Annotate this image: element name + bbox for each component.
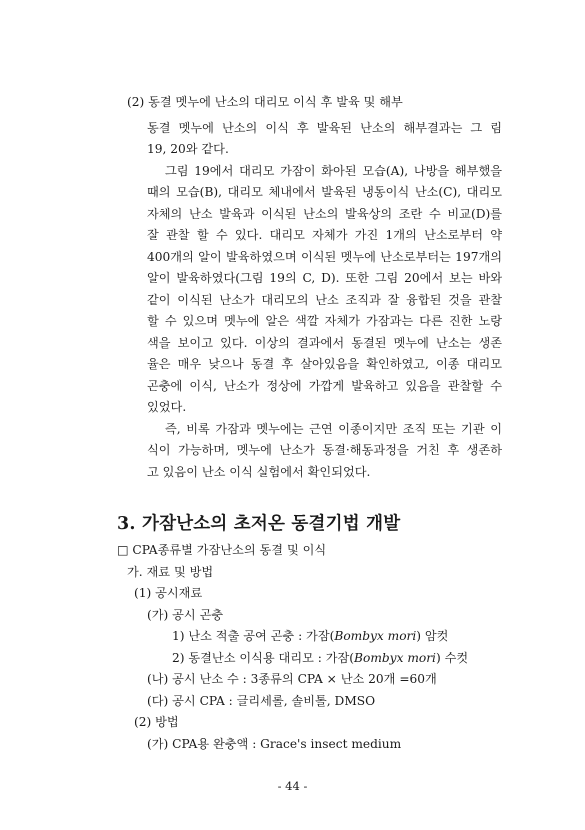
paragraph-line: 19, 20와 같다. bbox=[147, 142, 229, 156]
paragraph-line: 자체의 난소 발육과 이식된 난소의 발육상의 조란 수 비교(D)를 bbox=[147, 207, 502, 221]
subheading-materials: (1) 공시재료 bbox=[134, 586, 203, 600]
paragraph-line: 그림 19에서 대리모 가잠이 화아된 모습(A), 나방을 해부했을 bbox=[165, 164, 502, 178]
paragraph-line: 같이 이식된 난소가 대리모의 난소 조직과 잘 융합된 것을 관찰 bbox=[147, 293, 502, 307]
subheading-ga: 가. 재료 및 방법 bbox=[127, 565, 214, 579]
section-title: 3. 가잠난소의 초저온 동결기법 개발 bbox=[117, 514, 401, 534]
paragraph-line: 동결 멧누에 난소의 이식 후 발육된 난소의 해부결과는 그 림 bbox=[147, 121, 502, 135]
subheading-method: (2) 방법 bbox=[134, 715, 179, 729]
paragraph-line: 있었다. bbox=[147, 400, 187, 414]
paragraph-line: 400개의 알이 발육하였으며 이식된 멧누에 난소로부터는 197개의 bbox=[147, 250, 502, 264]
paragraph-line: 즉, 비록 가잠과 멧누에는 근연 이종이지만 조직 또는 기관 이 bbox=[165, 422, 502, 436]
paragraph-line: 색을 보이고 있다. 이상의 결과에서 동결된 멧누에 난소는 생존 bbox=[147, 336, 502, 350]
paragraph-line: 때의 모습(B), 대리모 체내에서 발육된 냉동이식 난소(C), 대리모 bbox=[147, 185, 502, 199]
page-number: - 44 - bbox=[277, 779, 308, 793]
paragraph-line: 율은 매우 낮으나 동결 후 살아있음을 확인하였고, 이종 대리모 bbox=[147, 357, 502, 371]
subsection-heading: (2) 동결 멧누에 난소의 대리모 이식 후 발육 및 해부 bbox=[127, 95, 403, 109]
list-item: (나) 공시 난소 수 : 3종류의 CPA × 난소 20개 =60개 bbox=[147, 672, 437, 686]
paragraph-line: 식이 가능하며, 멧누에 난소가 동결·해동과정을 거친 후 생존하 bbox=[147, 443, 502, 457]
paragraph-line: 곤충에 이식, 난소가 정상에 가깝게 발육하고 있음을 관찰할 수 bbox=[147, 379, 502, 393]
list-item: 2) 동결난소 이식용 대리모 : 가잠(Bombyx mori) 수컷 bbox=[172, 651, 469, 665]
list-item: (가) CPA용 완충액 : Grace's insect medium bbox=[147, 737, 402, 751]
list-item: (가) 공시 곤충 bbox=[147, 608, 224, 622]
box-item: □ CPA종류별 가잠난소의 동결 및 이식 bbox=[117, 543, 327, 557]
paragraph-line: 잘 관찰 할 수 있다. 대리모 자체가 가진 1개의 난소로부터 약 bbox=[147, 228, 502, 242]
list-item: 1) 난소 적출 공여 곤충 : 가잠(Bombyx mori) 암컷 bbox=[172, 629, 449, 643]
paragraph-line: 할 수 있으며 멧누에 알은 색깔 자체가 가잠과는 다른 진한 노랑 bbox=[147, 314, 502, 328]
list-item: (다) 공시 CPA : 글리세롤, 솔비톨, DMSO bbox=[147, 694, 376, 708]
paragraph-line: 알이 발육하였다(그림 19의 C, D). 또한 그림 20에서 보는 바와 bbox=[147, 271, 502, 285]
paragraph-line: 고 있음이 난소 이식 실험에서 확인되었다. bbox=[147, 465, 371, 479]
